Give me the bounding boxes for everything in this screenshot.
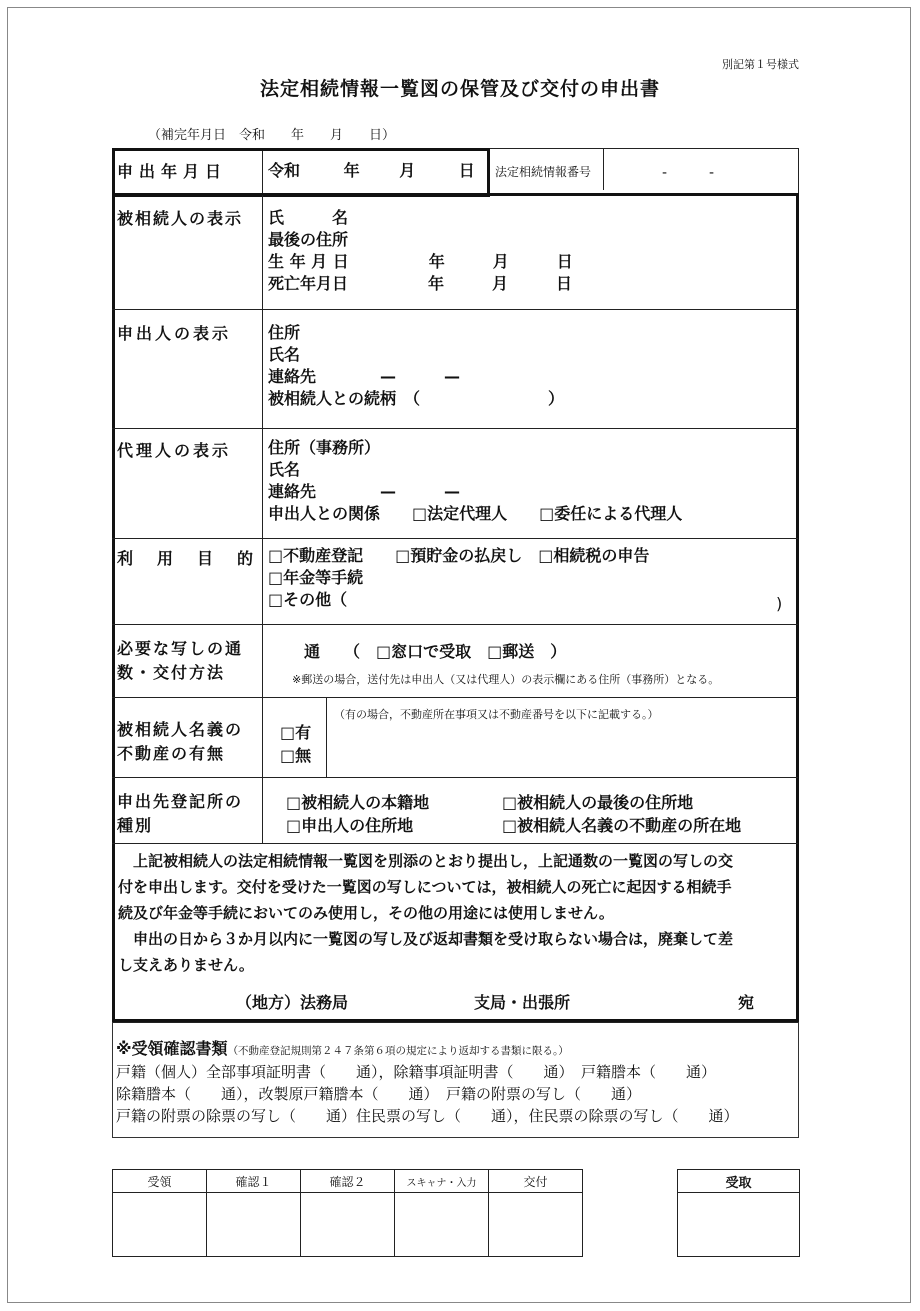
registry-opt-property-location[interactable]: □被相続人名義の不動産の所在地	[502, 816, 742, 835]
label-registry: 申出先登記所の 種別	[112, 778, 263, 843]
row-registry	[112, 777, 798, 843]
receipt-docs-line-1: 戸籍（個人）全部事項証明書（ 通），除籍事項証明書（ 通） 戸籍謄本（ 通）	[116, 1063, 717, 1081]
office-col-issue: 交付	[489, 1170, 583, 1193]
label-applicant: 申出人の表示	[112, 310, 263, 428]
office-cell-check2[interactable]	[301, 1193, 395, 1257]
registry-opt-last-address[interactable]: □被相続人の最後の住所地	[502, 793, 694, 812]
copies-field[interactable]: 通 （ □窓口で受取 □郵送 ）	[304, 642, 567, 661]
registry-opt-domicile[interactable]: □被相続人の本籍地	[286, 793, 430, 812]
office-cell-issue[interactable]	[489, 1193, 583, 1257]
pickup-label: 受取	[678, 1170, 800, 1193]
addressee-bureau: （地方）法務局	[236, 993, 349, 1012]
form-number: 別記第１号様式	[722, 58, 799, 71]
declaration-text: 上記被相続人の法定相続情報一覧図を別添のとおり提出し，上記通数の一覧図の写しの交 付を申出します。交付を受けた一覧図の写しについては，被相続人の死亡に起因する相続手 続及び年金等手続においてのみ使用し，その他の用途には使用しません。 申出の日から３か月以内に一覧図の写し及び返却書類を受け取らない場合は，廃棄して差 し支えありません。	[118, 852, 734, 974]
info-number-field[interactable]: - -	[662, 165, 715, 181]
label-property: 被相続人名義の 不動産の有無	[112, 698, 263, 777]
label-agent: 代理人の表示	[112, 429, 263, 538]
info-number-divider2	[603, 148, 604, 190]
office-col-check2: 確認２	[301, 1170, 395, 1193]
property-yes-checkbox[interactable]: □有	[280, 723, 312, 742]
row-property	[112, 697, 798, 777]
office-col-check1: 確認１	[207, 1170, 301, 1193]
office-use-table	[112, 1169, 583, 1257]
row-decedent	[112, 195, 798, 309]
application-date-field[interactable]: 令和 年 月 日	[268, 161, 475, 180]
row-copies	[112, 624, 798, 697]
purpose-close-paren: )	[776, 594, 783, 613]
declaration-divider	[112, 843, 798, 844]
decedent-fields[interactable]: 氏 名 最後の住所 生 年 月 日 年 月 日 死亡年月日 年 月 日	[268, 208, 573, 293]
date-thick-frame	[112, 148, 490, 197]
label-purpose: 利 用 目 的	[112, 539, 263, 624]
office-cell-scan[interactable]	[395, 1193, 489, 1257]
property-note: （有の場合，不動産所在事項又は不動産番号を以下に記載する。）	[334, 708, 659, 721]
office-cell-check1[interactable]	[207, 1193, 301, 1257]
registry-opt-applicant-address[interactable]: □申出人の住所地	[286, 816, 414, 835]
row-agent	[112, 428, 798, 538]
receipt-docs-heading: ※受領確認書類（不動産登記規則第２４７条第６項の規定により返却する書類に限る。）	[116, 1039, 569, 1058]
label-application-date: 申出年月日	[112, 148, 263, 195]
office-col-scan: スキャナ・入力	[395, 1170, 489, 1193]
row-applicant	[112, 309, 798, 428]
label-copies: 必要な写しの通 数・交付方法	[112, 625, 263, 697]
addressee-branch: 支局・出張所	[474, 993, 571, 1012]
purpose-options[interactable]: □不動産登記 □預貯金の払戻し □相続税の申告 □年金等手続 □その他（	[268, 546, 650, 609]
receipt-docs-line-3: 戸籍の附票の除票の写し（ 通）住民票の写し（ 通），住民票の除票の写し（ 通）	[116, 1107, 739, 1125]
office-cell-receive[interactable]	[113, 1193, 207, 1257]
row-purpose	[112, 538, 798, 624]
property-divider	[326, 698, 327, 778]
pickup-cell[interactable]	[678, 1193, 800, 1257]
office-col-receive: 受領	[113, 1170, 207, 1193]
page-title: 法定相続情報一覧図の保管及び交付の申出書	[259, 78, 660, 100]
agent-fields[interactable]: 住所（事務所） 氏名 連絡先 — — 申出人との関係 □法定代理人 □委任による代理人	[268, 438, 683, 523]
addressee-to: 宛	[738, 993, 755, 1012]
label-decedent: 被相続人の表示	[112, 195, 263, 309]
info-number-label: 法定相続情報番号	[495, 165, 592, 179]
applicant-fields[interactable]: 住所 氏名 連絡先 — — 被相続人との続柄 （ ）	[268, 323, 565, 408]
property-no-checkbox[interactable]: □無	[280, 746, 312, 765]
copies-note: ※郵送の場合，送付先は申出人（又は代理人）の表示欄にある住所（事務所）となる。	[292, 673, 720, 686]
supplement-date: （補完年月日 令和 年 月 日）	[148, 128, 396, 143]
pickup-table	[677, 1169, 800, 1257]
receipt-docs-line-2: 除籍謄本（ 通），改製原戸籍謄本（ 通） 戸籍の附票の写し（ 通）	[116, 1085, 642, 1103]
